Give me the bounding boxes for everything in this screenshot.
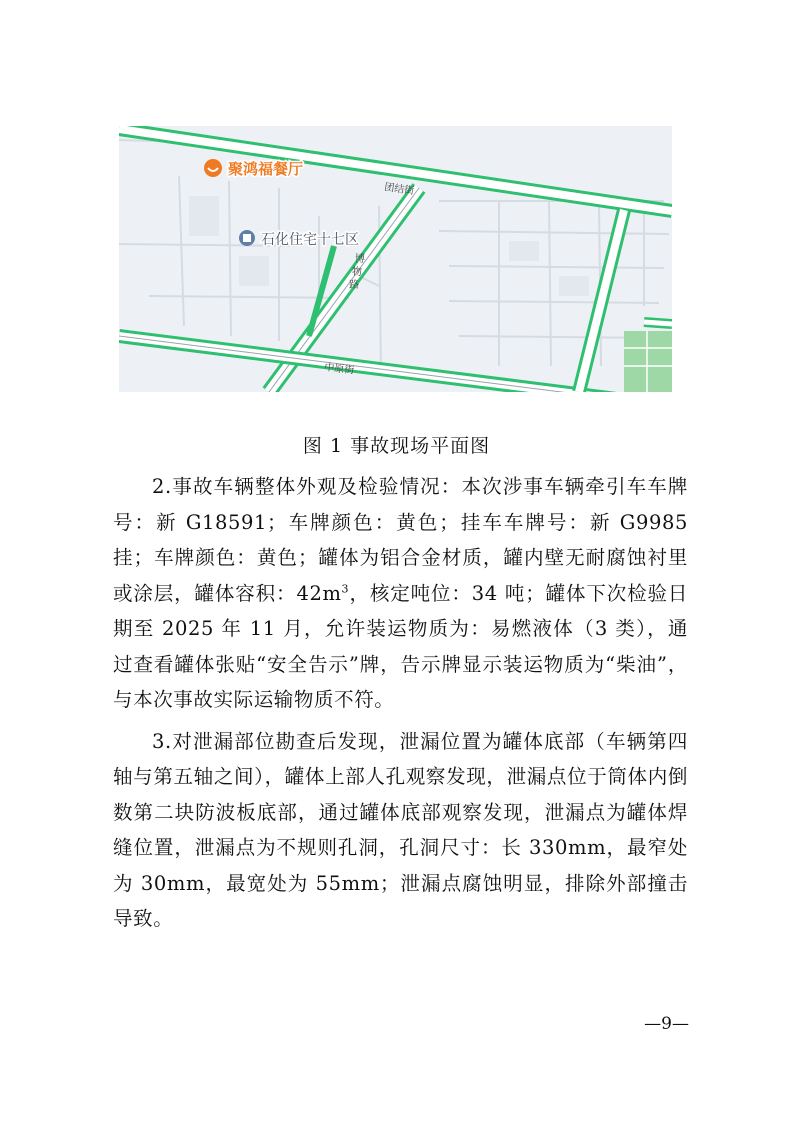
residential-pin-icon [239,230,255,246]
poi-label-residential: 石化住宅十七区 [261,232,359,248]
paragraph-vehicle-text-2: ，核定吨位：34 吨；罐体下次检验日期至 2025 年 11 月，允许装运物质为：易燃液体（3 类），通过查看罐体张贴“安全告示”牌，告示牌显示装运物质为“柴油”，与本次事故实际运输物质不符。 [113,581,688,711]
figure-caption: 图 1 事故现场平面图 [302,435,491,457]
road-label-north: 团结街 [383,182,415,198]
paragraph-vehicle-inspection [113,469,688,718]
svg-text:路: 路 [349,280,359,291]
body-text [113,469,688,937]
cubic-superscript: 3 [341,582,350,595]
paragraph-leak-location: 3.对泄漏部位勘查后发现，泄漏位置为罐体底部（车辆第四轴与第五轴之间），罐体上部人孔观察发现，泄漏点位于筒体内倒数第二块防波板底部，通过罐体底部观察发现，泄漏点为罐体焊缝位置，泄漏点为不规则孔洞，孔洞尺寸：长 330mm，最窄处为 30mm，最宽处为 55mm；泄漏点腐蚀明显，排除外部撞击导致。 [113,729,688,930]
page-number: —9— [644,1014,689,1034]
svg-text:博: 博 [355,254,365,265]
road-label-south: 中原街 [323,362,355,377]
paragraph-vehicle-text-1: 2.事故车辆整体外观及检验情况：本次涉事车辆牵引车车牌号：新 G18591；车牌颜色：黄色；挂车车牌号：新 G9985 挂；车牌颜色：黄色；罐体为铝合金材质，罐内壁无耐腐蚀衬里或涂层，罐体容积：42m [113,475,688,605]
restaurant-pin-icon [204,159,222,177]
poi-label-restaurant: 聚鸿福餐厅 [228,160,304,178]
svg-text:物: 物 [352,267,362,278]
accident-site-map [119,126,672,392]
